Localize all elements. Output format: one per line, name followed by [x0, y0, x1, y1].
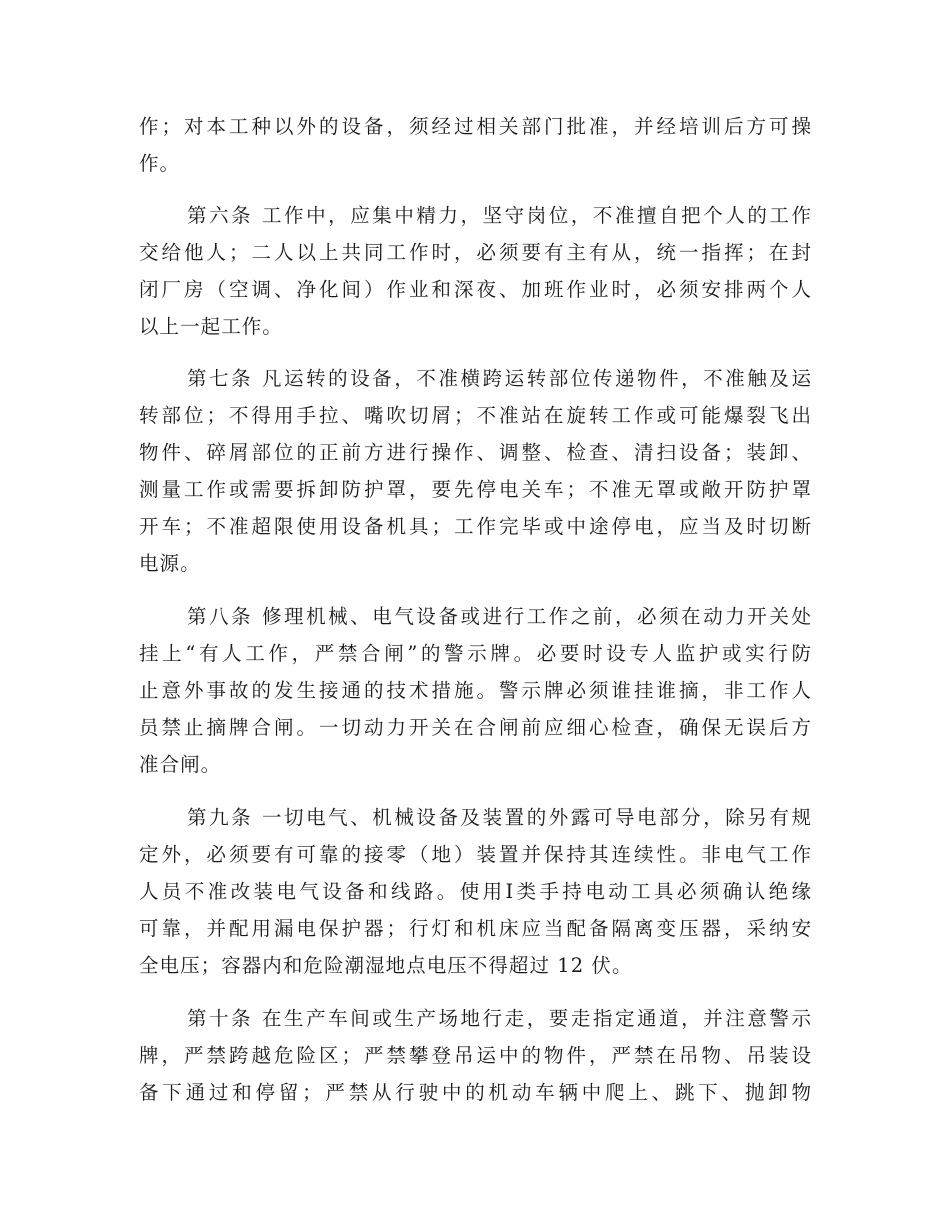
article-9-heading-line: 第九条 一切电气、机械设备及装置的外露可导电部分，除另有规 — [187, 806, 811, 829]
paragraph-line: 开车；不准超限使用设备机具；工作完毕或中途停电，应当及时切断 — [139, 515, 811, 538]
paragraph-line: 备下通过和停留；严禁从行驶中的机动车辆中爬上、跳下、抛卸物 — [139, 1081, 811, 1104]
article-7-heading-line: 第七条 凡运转的设备，不准横跨运转部位传递物件，不准触及运 — [187, 367, 811, 390]
paragraph-line: 作；对本工种以外的设备，须经过相关部门批准，并经培训后方可操 — [139, 115, 811, 138]
paragraph-line: 测量工作或需要拆卸防护罩，要先停电关车；不准无罩或敞开防护罩 — [139, 478, 811, 501]
paragraph-line: 以上一起工作。 — [139, 315, 283, 338]
article-8-heading-line: 第八条 修理机械、电气设备或进行工作之前，必须在动力开关处 — [187, 605, 811, 628]
paragraph-line: 人员不准改装电气设备和线路。使用Ⅰ类手持电动工具必须确认绝缘 — [139, 880, 811, 903]
paragraph-line: 挂上“有人工作，严禁合闸”的警示牌。必要时设专人监护或实行防 — [139, 642, 811, 665]
article-10-heading-line: 第十条 在生产车间或生产场地行走，要走指定通道，并注意警示 — [187, 1007, 811, 1030]
paragraph-line: 定外，必须要有可靠的接零（地）装置并保持其连续性。非电气工作 — [139, 843, 811, 866]
paragraph-line: 牌，严禁跨越危险区；严禁攀登吊运中的物件，严禁在吊物、吊装设 — [139, 1044, 811, 1067]
paragraph-line: 转部位；不得用手拉、嘴吹切屑；不准站在旋转工作或可能爆裂飞出 — [139, 404, 811, 427]
paragraph-line: 物件、碎屑部位的正前方进行操作、调整、检查、清扫设备；装卸、 — [139, 441, 811, 464]
paragraph-line: 交给他人；二人以上共同工作时，必须要有主有从，统一指挥；在封 — [139, 241, 811, 264]
article-6-heading-line: 第六条 工作中，应集中精力，坚守岗位，不准擅自把个人的工作 — [187, 204, 811, 227]
paragraph-line: 电源。 — [139, 552, 201, 575]
paragraph-line: 闭厂房（空调、净化间）作业和深夜、加班作业时，必须安排两个人 — [139, 278, 811, 301]
paragraph-line: 可靠，并配用漏电保护器；行灯和机床应当配备隔离变压器，采纳安 — [139, 917, 811, 940]
paragraph-line: 止意外事故的发生接通的技术措施。警示牌必须谁挂谁摘，非工作人 — [139, 679, 811, 702]
paragraph-line: 全电压；容器内和危险潮湿地点电压不得超过 12 伏。 — [139, 954, 633, 977]
paragraph-line: 准合闸。 — [139, 753, 222, 776]
paragraph-line: 作。 — [139, 152, 181, 175]
paragraph-line: 员禁止摘牌合闸。一切动力开关在合闸前应细心检查，确保无误后方 — [139, 716, 811, 739]
